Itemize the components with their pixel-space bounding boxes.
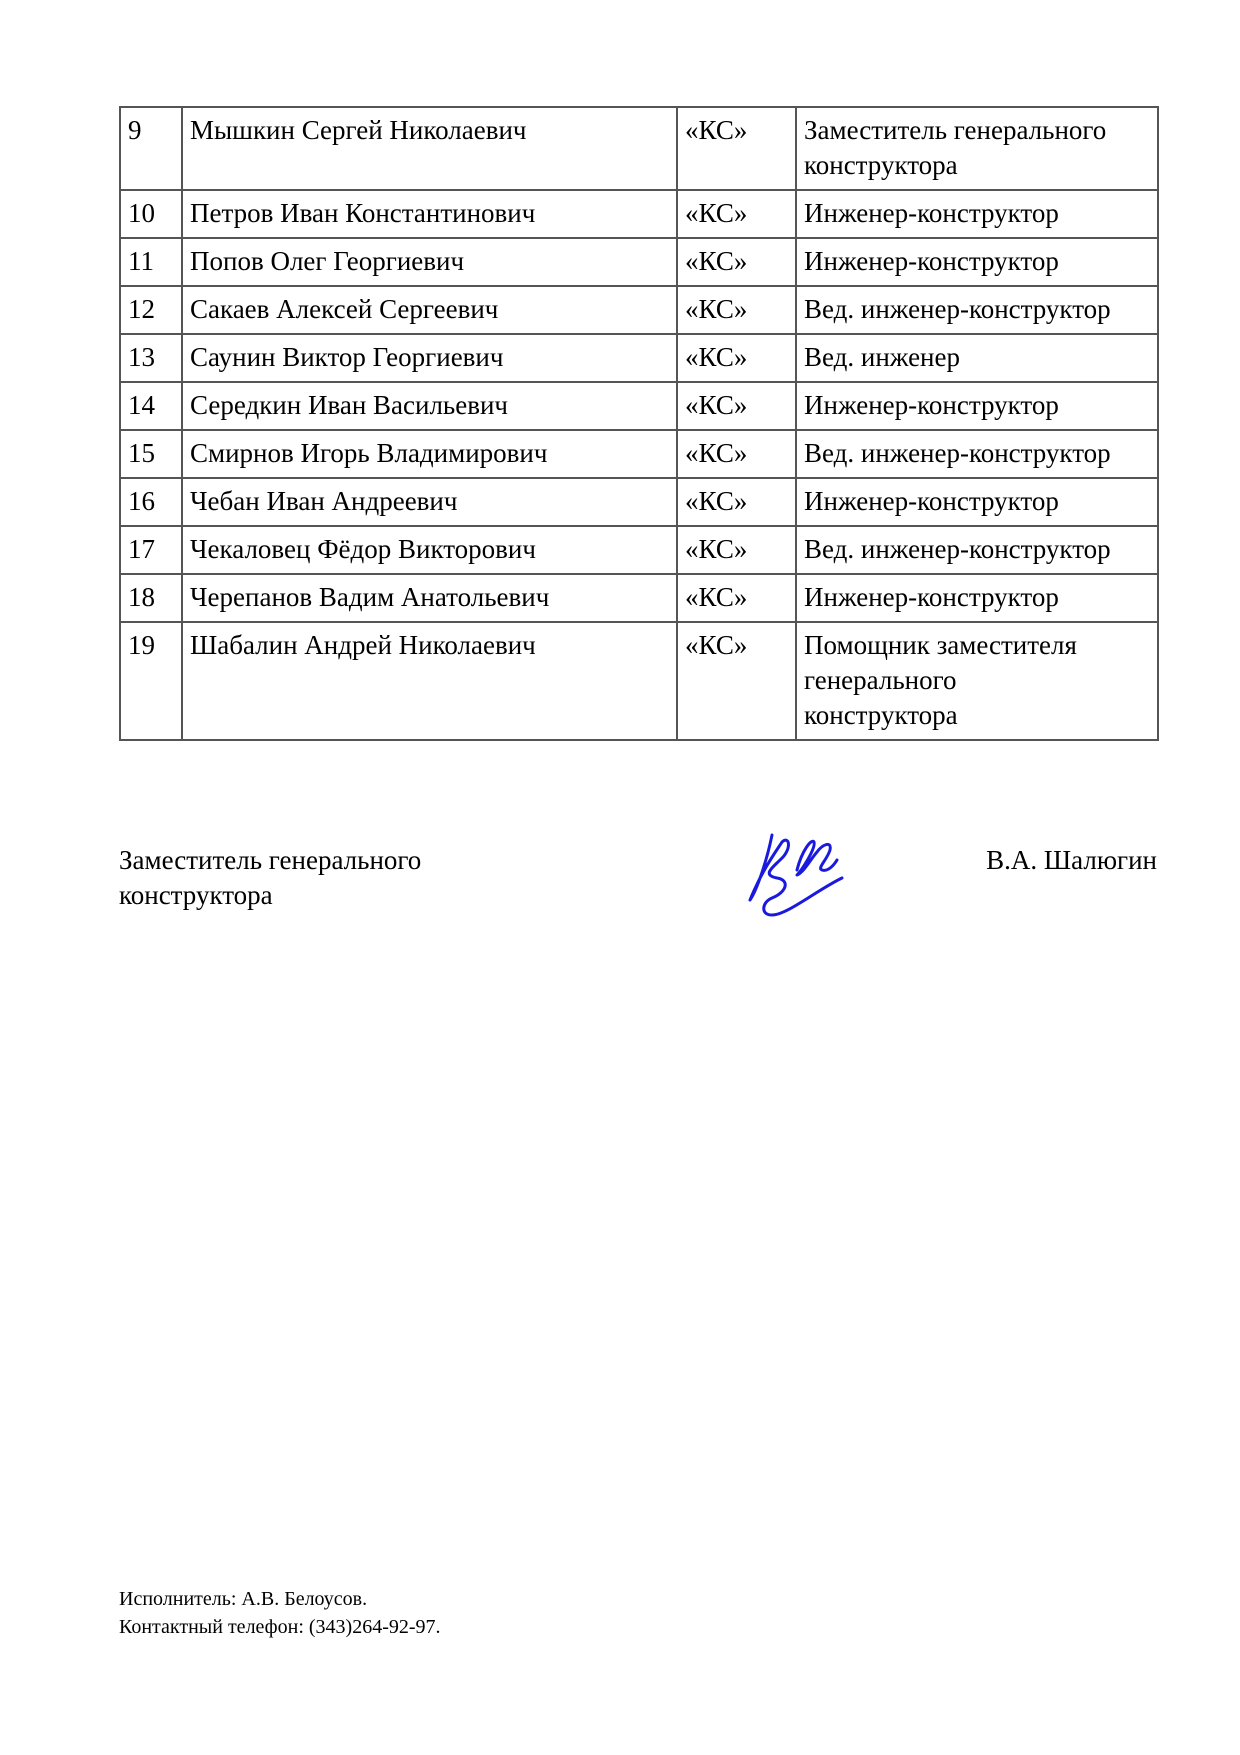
signatory-title [119, 843, 519, 913]
position: Вед. инженер-конструктор [796, 430, 1158, 478]
position: Помощник заместителя генерального конструктора [796, 622, 1158, 740]
full-name: Чебан Иван Андреевич [182, 478, 677, 526]
row-number: 16 [120, 478, 182, 526]
table-row [120, 574, 1158, 622]
organization: «КС» [677, 190, 796, 238]
organization: «КС» [677, 286, 796, 334]
row-number: 14 [120, 382, 182, 430]
full-name: Петров Иван Константинович [182, 190, 677, 238]
table-row [120, 190, 1158, 238]
organization: «КС» [677, 574, 796, 622]
position: Инженер-конструктор [796, 478, 1158, 526]
row-number: 13 [120, 334, 182, 382]
table-row [120, 107, 1158, 190]
staff-table [119, 106, 1159, 741]
full-name: Чекаловец Фёдор Викторович [182, 526, 677, 574]
position: Вед. инженер [796, 334, 1158, 382]
signatory-title-line2: конструктора [119, 880, 273, 910]
position: Вед. инженер-конструктор [796, 526, 1158, 574]
position: Инженер-конструктор [796, 238, 1158, 286]
full-name: Смирнов Игорь Владимирович [182, 430, 677, 478]
full-name: Середкин Иван Васильевич [182, 382, 677, 430]
position: Инженер-конструктор [796, 382, 1158, 430]
organization: «КС» [677, 238, 796, 286]
organization: «КС» [677, 526, 796, 574]
table-row [120, 430, 1158, 478]
table-row [120, 238, 1158, 286]
position: Вед. инженер-конструктор [796, 286, 1158, 334]
full-name: Сакаев Алексей Сергеевич [182, 286, 677, 334]
organization: «КС» [677, 478, 796, 526]
full-name: Черепанов Вадим Анатольевич [182, 574, 677, 622]
table-row [120, 286, 1158, 334]
table-row [120, 334, 1158, 382]
position: Инженер-конструктор [796, 574, 1158, 622]
footer-contacts [119, 1585, 441, 1641]
signatory-title-line1: Заместитель генерального [119, 845, 422, 875]
row-number: 9 [120, 107, 182, 190]
row-number: 18 [120, 574, 182, 622]
row-number: 19 [120, 622, 182, 740]
position: Инженер-конструктор [796, 190, 1158, 238]
executor-line: Исполнитель: А.В. Белоусов. [119, 1588, 368, 1610]
organization: «КС» [677, 334, 796, 382]
full-name: Саунин Виктор Георгиевич [182, 334, 677, 382]
handwritten-signature-icon [742, 830, 852, 925]
table-row [120, 622, 1158, 740]
organization: «КС» [677, 382, 796, 430]
row-number: 12 [120, 286, 182, 334]
organization: «КС» [677, 430, 796, 478]
row-number: 15 [120, 430, 182, 478]
organization: «КС» [677, 622, 796, 740]
position: Заместитель генерального конструктора [796, 107, 1158, 190]
row-number: 10 [120, 190, 182, 238]
table-row [120, 382, 1158, 430]
row-number: 11 [120, 238, 182, 286]
table-row [120, 526, 1158, 574]
organization: «КС» [677, 107, 796, 190]
full-name: Шабалин Андрей Николаевич [182, 622, 677, 740]
phone-line: Контактный телефон: (343)264-92-97. [119, 1616, 441, 1638]
full-name: Мышкин Сергей Николаевич [182, 107, 677, 190]
full-name: Попов Олег Георгиевич [182, 238, 677, 286]
signatory-name: В.А. Шалюгин [986, 845, 1157, 875]
table-row [120, 478, 1158, 526]
row-number: 17 [120, 526, 182, 574]
